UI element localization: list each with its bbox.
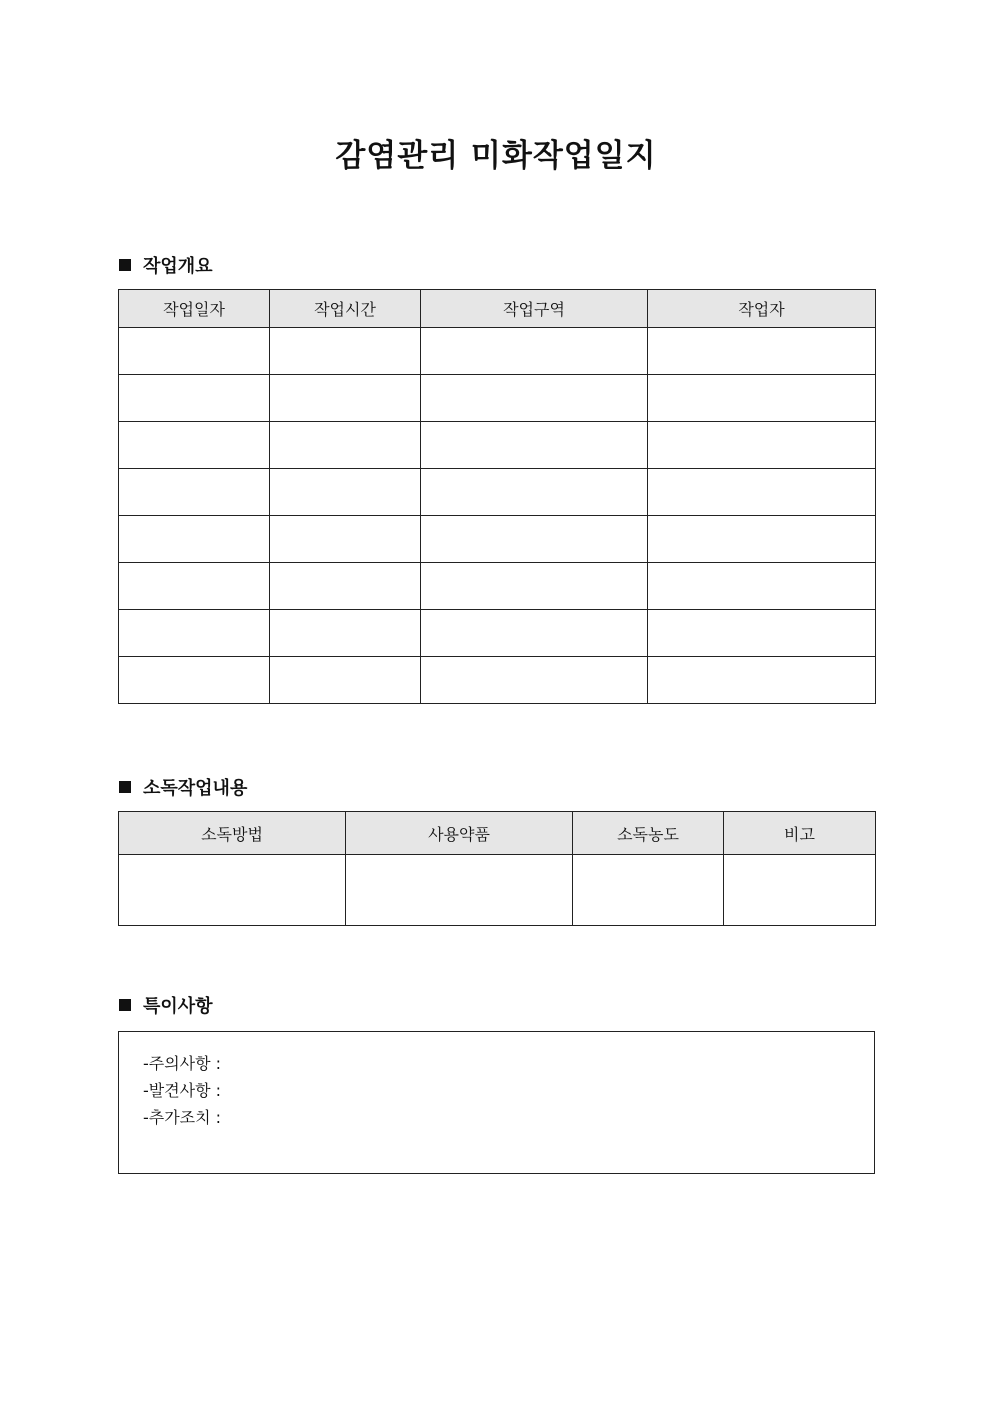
table-cell[interactable] — [421, 469, 648, 516]
table-cell[interactable] — [421, 375, 648, 422]
table-cell[interactable] — [270, 422, 421, 469]
section-heading-label: 작업개요 — [143, 256, 213, 277]
table-row — [119, 610, 876, 657]
table-cell[interactable] — [270, 657, 421, 704]
remark-caution: -주의사항 : — [143, 1054, 222, 1073]
table-cell[interactable] — [421, 422, 648, 469]
table-cell[interactable] — [270, 375, 421, 422]
table-cell[interactable] — [648, 328, 876, 375]
table-cell[interactable] — [270, 469, 421, 516]
column-header-concentration: 소독농도 — [573, 812, 724, 855]
table-cell[interactable] — [648, 610, 876, 657]
table-row — [119, 657, 876, 704]
column-header-worker: 작업자 — [648, 290, 876, 328]
table-cell[interactable] — [724, 855, 876, 926]
table-row — [119, 563, 876, 610]
remarks-box[interactable] — [118, 1031, 875, 1174]
section-heading-label: 특이사항 — [143, 996, 213, 1017]
table-cell[interactable] — [421, 516, 648, 563]
table-cell[interactable] — [119, 328, 270, 375]
table-cell[interactable] — [648, 516, 876, 563]
table-cell[interactable] — [270, 516, 421, 563]
table-cell[interactable] — [119, 657, 270, 704]
square-bullet-icon — [119, 781, 131, 793]
table-cell[interactable] — [648, 657, 876, 704]
column-header-method: 소독방법 — [119, 812, 346, 855]
table-cell[interactable] — [421, 563, 648, 610]
table-header-row — [119, 812, 876, 855]
section-heading-label: 소독작업내용 — [143, 778, 248, 799]
disinfection-table — [118, 811, 876, 926]
table-cell[interactable] — [270, 328, 421, 375]
table-row — [119, 328, 876, 375]
table-cell[interactable] — [270, 563, 421, 610]
table-cell[interactable] — [119, 469, 270, 516]
square-bullet-icon — [119, 259, 131, 271]
table-header-row — [119, 290, 876, 328]
section-heading-overview — [119, 252, 213, 278]
table-row — [119, 855, 876, 926]
column-header-work-area: 작업구역 — [421, 290, 648, 328]
table-cell[interactable] — [421, 657, 648, 704]
page-title: 감염관리 미화작업일지 — [335, 138, 657, 174]
table-row — [119, 422, 876, 469]
remark-findings: -발견사항 : — [143, 1081, 222, 1100]
table-cell[interactable] — [648, 375, 876, 422]
table-row — [119, 375, 876, 422]
table-cell[interactable] — [573, 855, 724, 926]
table-cell[interactable] — [119, 563, 270, 610]
section-heading-remarks — [119, 992, 213, 1018]
square-bullet-icon — [119, 999, 131, 1011]
column-header-work-time: 작업시간 — [270, 290, 421, 328]
table-cell[interactable] — [270, 610, 421, 657]
column-header-chemical: 사용약품 — [346, 812, 573, 855]
remarks-list — [143, 1050, 221, 1131]
section-heading-disinfection — [119, 774, 247, 800]
table-cell[interactable] — [119, 422, 270, 469]
column-header-note: 비고 — [724, 812, 876, 855]
table-cell[interactable] — [648, 563, 876, 610]
table-cell[interactable] — [346, 855, 573, 926]
table-cell[interactable] — [119, 516, 270, 563]
table-cell[interactable] — [648, 469, 876, 516]
table-cell[interactable] — [119, 855, 346, 926]
table-cell[interactable] — [648, 422, 876, 469]
table-cell[interactable] — [421, 610, 648, 657]
table-cell[interactable] — [119, 375, 270, 422]
table-cell[interactable] — [119, 610, 270, 657]
remark-additional-action: -추가조치 : — [143, 1108, 222, 1127]
table-cell[interactable] — [421, 328, 648, 375]
column-header-work-date: 작업일자 — [119, 290, 270, 328]
work-overview-table — [118, 289, 876, 704]
table-row — [119, 516, 876, 563]
table-row — [119, 469, 876, 516]
